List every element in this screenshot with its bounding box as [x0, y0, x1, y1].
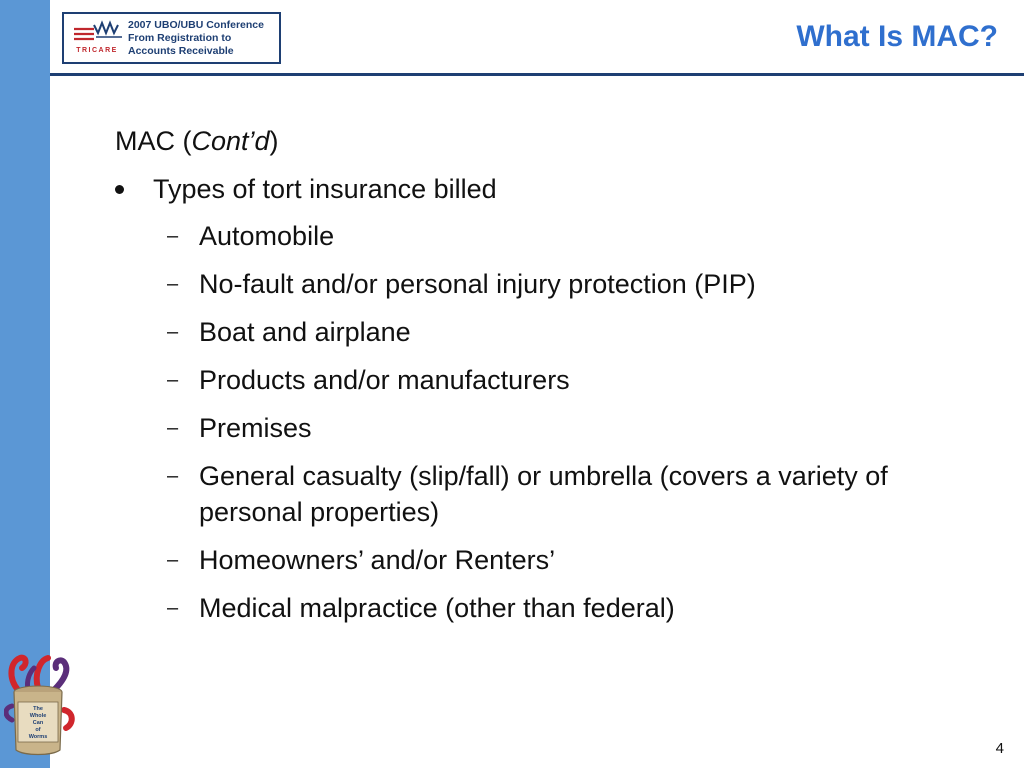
- conference-logo: [62, 12, 281, 64]
- header-divider: [50, 73, 1024, 76]
- sub-item: [115, 314, 975, 350]
- sub-item: [115, 362, 975, 398]
- lead-italic: Cont’d: [191, 126, 270, 156]
- dash-icon: –: [167, 321, 179, 343]
- dash-icon: –: [167, 549, 179, 571]
- sub-item-text: Premises: [199, 413, 312, 443]
- dash-icon: –: [167, 597, 179, 619]
- logo-line-2: From Registration to: [128, 32, 232, 44]
- sub-item-text: Products and/or manufacturers: [199, 365, 570, 395]
- dash-icon: –: [167, 369, 179, 391]
- can-label-line: Worms: [28, 734, 48, 740]
- tricare-wordmark: TRICARE: [76, 47, 118, 54]
- bullet-dot-icon: [115, 185, 124, 194]
- dash-icon: –: [167, 417, 179, 439]
- slide-title: What Is MAC?: [796, 20, 998, 53]
- bullet-text: Types of tort insurance billed: [153, 174, 497, 204]
- can-label-line: Can: [32, 720, 44, 726]
- sub-item: [115, 218, 975, 254]
- sub-item-text: Boat and airplane: [199, 317, 411, 347]
- sub-item-text: Medical malpractice (other than federal): [199, 593, 675, 623]
- sub-item: [115, 458, 975, 530]
- can-label-line: of: [35, 727, 41, 733]
- sub-item: [115, 266, 975, 302]
- logo-line-3: Accounts Receivable: [128, 45, 234, 57]
- slide-body: [115, 122, 975, 638]
- sub-item: [115, 410, 975, 446]
- bullet-item: [115, 170, 975, 208]
- lead-prefix: MAC (: [115, 126, 192, 156]
- sub-item-text: General casualty (slip/fall) or umbrella (covers a variety of personal properties): [199, 461, 888, 527]
- logo-line-1: 2007 UBO/UBU Conference: [128, 19, 264, 31]
- dash-icon: –: [167, 465, 179, 487]
- sub-item-text: Homeowners’ and/or Renters’: [199, 545, 556, 575]
- dash-icon: –: [167, 273, 179, 295]
- dash-icon: –: [167, 225, 179, 247]
- can-of-worms-mascot-icon: [4, 650, 76, 760]
- sub-item-text: No-fault and/or personal injury protection (PIP): [199, 269, 756, 299]
- sub-item: [115, 590, 975, 626]
- lead-line: [115, 122, 975, 160]
- can-label-line: The: [33, 706, 43, 712]
- can-label-line: Whole: [29, 713, 47, 719]
- lead-suffix: ): [269, 126, 279, 156]
- sub-item-text: Automobile: [199, 221, 335, 251]
- tricare-logo-icon: [70, 19, 124, 57]
- page-number: 4: [995, 740, 1004, 757]
- sub-item: [115, 542, 975, 578]
